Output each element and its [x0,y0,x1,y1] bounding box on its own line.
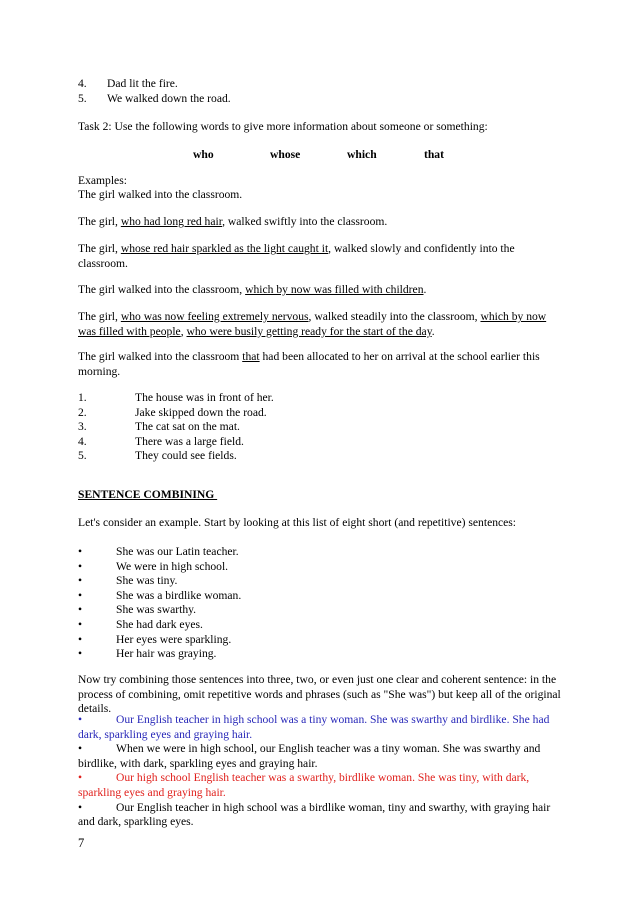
bullet-text: She was swarthy. [116,603,197,617]
option-text: Our English teacher in high school was a birdlike woman, tiny and swarthy, with graying hair and dark, sparkling eyes. [78,800,551,829]
item-number: 2. [78,405,87,419]
example-2 [78,215,562,230]
bullet-text: She was our Latin teacher. [116,545,239,558]
bullet-text: She was a birdlike woman. [116,588,242,602]
list-item [78,449,562,464]
underlined-clause: whose red hair sparkled as the light caught it [120,242,329,255]
item-text: There was a large field. [135,434,244,448]
item-text: They could see fields. [135,449,237,463]
bullet-icon: • [78,588,83,602]
example-1: The girl walked into the classroom. [78,188,243,201]
examples-label: Examples: [78,174,127,187]
example-text: , [180,324,187,338]
list-item [78,603,562,618]
bullet-icon: • [78,559,83,573]
list-item [78,391,562,406]
example-text: , walked slowly and confidently into the classroom. [78,242,515,270]
option-text: Our high school English teacher was a swarthy, birdlike woman. She was tiny, with dark, sparkling eyes and graying hair. [78,771,530,799]
list-item [78,420,562,435]
list-item [78,435,562,450]
underlined-clause: which by now was filled with children [245,283,424,296]
underlined-clause: who had long red hair [120,215,223,228]
bullet-icon: • [78,574,83,588]
example-3 [78,242,562,271]
item-text: The cat sat on the mat. [135,420,240,434]
item-text: The house was in front of her. [135,391,274,404]
bullet-text: She had dark eyes. [116,617,203,631]
example-text: had been allocated to her on arrival at the school earlier this morning. [78,350,540,378]
combined-option [78,742,562,771]
example-5 [78,310,562,339]
option-text: When we were in high school, our English teacher was a tiny woman. She was swarthy and birdlike, with dark, sparkling eyes and graying hair. [78,742,541,770]
word-which: which [347,148,377,161]
bullet-text: Her hair was graying. [116,647,217,661]
example-text: . [431,324,435,338]
underlined-clause: that [242,350,260,363]
bullet-icon: • [78,603,83,617]
example-text: The girl walked into the classroom [78,350,243,363]
bullet-icon: • [78,742,83,756]
underlined-clause: which by now was filled with people [78,310,547,338]
combined-option [78,801,562,830]
intro-text: Let's consider an example. Start by looking at this list of eight short (and repetitive) sentences: [78,516,517,529]
list-item [78,633,562,648]
list-item [78,574,562,589]
bullet-icon: • [78,800,83,814]
bullet-text: She was tiny. [116,574,178,588]
combined-option [78,713,562,742]
combine-instruction: Now try combining those sentences into three, two, or even just one clear and coherent sentence: in the process of combining, omit repetitive words and phrases (such as "She was") but keep all of the original details. [78,673,561,716]
item-text: Jake skipped down the road. [135,405,267,419]
example-text: , walked swiftly into the classroom. [222,215,388,228]
bullet-icon: • [78,771,83,785]
task-list [78,391,562,464]
bullet-icon: • [78,647,83,661]
example-text: The girl, [78,215,121,228]
bullet-list [78,545,562,662]
combined-option [78,771,562,800]
word-whose: whose [270,148,301,161]
bullet-icon: • [78,632,83,646]
list-item [78,560,562,575]
item-number: 1. [78,391,87,404]
list-item [78,589,562,604]
item-number: 5. [78,449,87,463]
bullet-icon: • [78,545,83,558]
word-who: who [193,148,214,161]
pronoun-words [78,148,562,163]
list-item [78,647,562,662]
item-number: 4. [78,77,87,90]
bullet-icon: • [78,617,83,631]
item-text: We walked down the road. [107,91,231,105]
example-text: The girl, [78,310,121,323]
list-item [78,77,562,92]
example-6 [78,350,562,379]
page-number: 7 [78,836,85,850]
example-4 [78,283,562,298]
item-number: 3. [78,420,87,434]
task2-instruction: Task 2: Use the following words to give more information about someone or something: [78,120,488,133]
item-number: 4. [78,434,87,448]
top-numbered-list [78,77,562,106]
bullet-text: Her eyes were sparkling. [116,632,232,646]
list-item [78,92,562,107]
example-text: The girl walked into the classroom, [78,283,246,296]
underlined-clause: who was now feeling extremely nervous [120,310,309,323]
underlined-clause: who were busily getting ready for the start of the day [186,324,432,338]
section-heading: SENTENCE COMBINING [78,488,218,501]
item-number: 5. [78,91,87,105]
example-text: , walked steadily into the classroom, [308,310,481,323]
list-item [78,406,562,421]
item-text: Dad lit the fire. [107,77,178,90]
list-item [78,618,562,633]
bullet-icon: • [78,713,83,726]
option-text: Our English teacher in high school was a tiny woman. She was swarthy and birdlike. She had dark, sparkling eyes and graying hair. [78,713,550,741]
list-item [78,545,562,560]
combined-options [78,713,562,830]
word-that: that [424,148,444,161]
bullet-text: We were in high school. [116,559,229,573]
example-text: The girl, [78,242,121,255]
example-text: . [423,283,427,296]
